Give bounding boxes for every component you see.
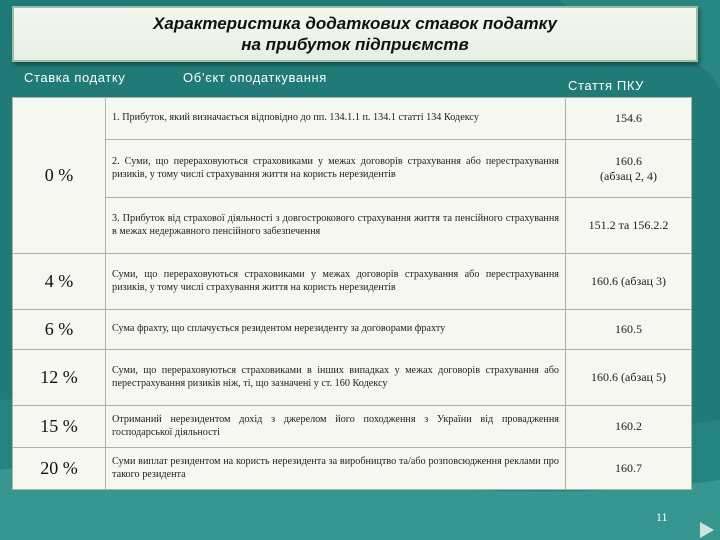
- article-text: 160.6: [615, 153, 642, 168]
- object-cell: Суми, що перераховуються страховиками в інших випадках у межах договорів страхування або перестрахування ризиків ніж, ті, що зазначені у ст. 160 Кодексу: [106, 350, 566, 406]
- header-object: Об’єкт оподаткування: [183, 70, 327, 85]
- object-cell: Отриманий нерезидентом дохід з джерелом його походження з України від провадження господарської діяльності: [106, 406, 566, 448]
- title-line-2: на прибуток підприємств: [241, 35, 469, 54]
- article-text: 160.2: [615, 419, 642, 433]
- next-slide-arrow-icon[interactable]: [696, 520, 718, 540]
- article-cell: [566, 350, 692, 406]
- article-cell: [566, 140, 692, 198]
- rate-cell: 15 %: [13, 406, 106, 448]
- header-rate: Ставка податку: [24, 70, 126, 85]
- object-cell: Сума фрахту, що сплачується резидентом нерезиденту за договорами фрахту: [106, 310, 566, 350]
- article-cell: [566, 254, 692, 310]
- article-cell: [566, 98, 692, 140]
- table-row: [13, 406, 692, 448]
- rate-cell: 4 %: [13, 254, 106, 310]
- title-box: [12, 6, 698, 62]
- article-cell: [566, 406, 692, 448]
- article-cell: [566, 198, 692, 254]
- article-text: 160.6 (абзац 3): [591, 274, 666, 288]
- table-row: [13, 350, 692, 406]
- table-row: [13, 254, 692, 310]
- table-row: [13, 448, 692, 490]
- article-text: 160.7: [615, 461, 642, 475]
- article-text: 160.5: [615, 322, 642, 336]
- object-cell: Суми, що перераховуються страховиками у межах договорів страхування або перестрахування ризиків, у тому числі страхування життя на користь нерезидентів: [106, 254, 566, 310]
- article-cell: [566, 310, 692, 350]
- article-text: 160.6 (абзац 5): [591, 370, 666, 384]
- title-line-1: Характеристика додаткових ставок податку: [153, 14, 557, 33]
- table-row: [13, 140, 692, 198]
- rate-cell: 0 %: [13, 98, 106, 254]
- article-subtext: (абзац 2, 4): [600, 168, 657, 183]
- page-number: 11: [656, 510, 668, 524]
- tax-rates-table: [12, 97, 692, 490]
- header-article: Стаття ПКУ: [568, 78, 645, 93]
- table-row: [13, 198, 692, 254]
- rate-cell: 12 %: [13, 350, 106, 406]
- article-text: 154.6: [615, 111, 642, 125]
- table-row: [13, 310, 692, 350]
- object-cell: Суми виплат резидентом на користь нерезидента за виробництво та/або розповсюдження реклами про такого резидента: [106, 448, 566, 490]
- article-cell: [566, 448, 692, 490]
- article-text: 151.2 та 156.2.2: [588, 218, 669, 232]
- object-cell: 3. Прибуток від страхової діяльності з довгострокового страхування життя та пенсійного страхування в межах недержавного пенсійного забезпечення: [106, 198, 566, 254]
- table-row: [13, 98, 692, 140]
- object-cell: 2. Суми, що перераховуються страховиками у межах договорів страхування або перестрахування ризиків, у тому числі страхування життя на користь нерезидентів: [106, 140, 566, 198]
- rate-cell: 6 %: [13, 310, 106, 350]
- object-cell: 1. Прибуток, який визначається відповідно до пп. 134.1.1 п. 134.1 статті 134 Кодексу: [106, 98, 566, 140]
- rate-cell: 20 %: [13, 448, 106, 490]
